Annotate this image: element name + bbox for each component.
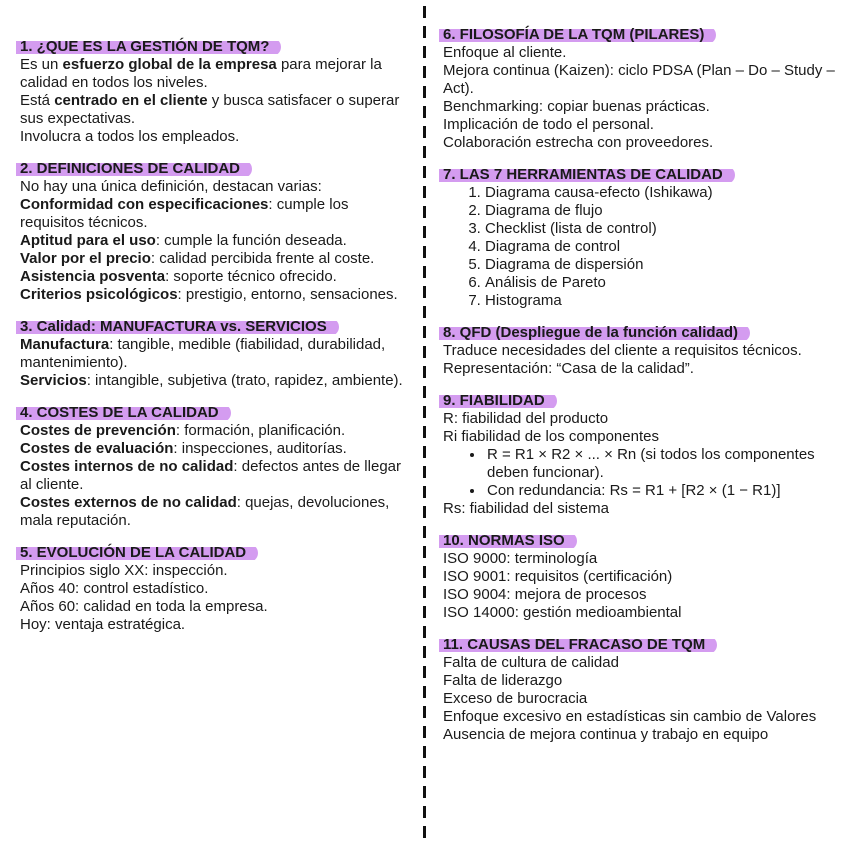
text-line: Servicios: intangible, subjetiva (trato, rapidez, ambiente). <box>20 372 403 389</box>
text-line: Enfoque al cliente. <box>443 44 567 61</box>
column-divider <box>423 6 426 842</box>
text-line: Implicación de todo el personal. <box>443 116 654 133</box>
section-herramientas <box>443 166 835 310</box>
section-title: 2. DEFINICIONES DE CALIDAD <box>16 160 252 178</box>
section-title: 9. FIABILIDAD <box>439 392 557 410</box>
text-line: Ri fiabilidad de los componentes <box>443 428 659 445</box>
text-line: ISO 9000: terminología <box>443 550 598 567</box>
section-evolucion <box>20 544 410 634</box>
text-line: Mejora continua (Kaizen): ciclo PDSA (Plan – Do – Study – Act). <box>443 62 835 97</box>
text-line: Criterios psicológicos: prestigio, entorno, sensaciones. <box>20 286 398 303</box>
text-line: Costes de prevención: formación, planificación. <box>20 422 346 439</box>
text-line: Manufactura: tangible, medible (fiabilidad, durabilidad, mantenimiento). <box>20 336 386 371</box>
text-line: ISO 9001: requisitos (certificación) <box>443 568 673 585</box>
list-item: 7. Histograma <box>485 292 835 310</box>
list-item: 6. Análisis de Pareto <box>485 274 835 292</box>
text-line: Aptitud para el uso: cumple la función deseada. <box>20 232 347 249</box>
section-title: 6. FILOSOFÍA DE LA TQM (PILARES) <box>439 26 716 44</box>
list-item: 5. Diagrama de dispersión <box>485 256 835 274</box>
text-line: Años 60: calidad en toda la empresa. <box>20 598 268 615</box>
text-line: Ausencia de mejora continua y trabajo en equipo <box>443 726 769 743</box>
section-que-es-tqm <box>20 38 410 146</box>
section-title: 4. COSTES DE LA CALIDAD <box>16 404 231 422</box>
text-line: Asistencia posventa: soporte técnico ofrecido. <box>20 268 337 285</box>
section-filosofia <box>443 26 835 152</box>
text-line: Traduce necesidades del cliente a requisitos técnicos. <box>443 342 802 359</box>
text-line: Exceso de burocracia <box>443 690 588 707</box>
formula-list <box>443 446 835 500</box>
text-line: Costes de evaluación: inspecciones, auditorías. <box>20 440 347 457</box>
text-line: Años 40: control estadístico. <box>20 580 209 597</box>
tools-list <box>443 184 835 310</box>
section-title: 3. Calidad: MANUFACTURA vs. SERVICIOS <box>16 318 339 336</box>
left-column <box>20 0 410 648</box>
text-line: Es un esfuerzo global de la empresa para mejorar la calidad en todos los niveles. <box>20 56 382 91</box>
text-line: Colaboración estrecha con proveedores. <box>443 134 714 151</box>
section-definiciones <box>20 160 410 304</box>
text-line: Está centrado en el cliente y busca satisfacer o superar sus expectativas. <box>20 92 400 127</box>
section-causas-fracaso <box>443 636 835 744</box>
section-costes <box>20 404 410 530</box>
section-fiabilidad <box>443 392 835 518</box>
text-line: No hay una única definición, destacan varias: <box>20 178 322 195</box>
list-item: • R = R1 × R2 × ... × Rn (si todos los componentes deben funcionar). <box>485 446 835 482</box>
text-line: Costes internos de no calidad: defectos antes de llegar al cliente. <box>20 458 401 493</box>
text-line: Hoy: ventaja estratégica. <box>20 616 186 633</box>
text-line: Enfoque excesivo en estadísticas sin cambio de Valores <box>443 708 817 725</box>
section-title: 1. ¿QUE ES LA GESTIÓN DE TQM? <box>16 38 281 56</box>
text-line: Costes externos de no calidad: quejas, devoluciones, mala reputación. <box>20 494 390 529</box>
section-normas-iso <box>443 532 835 622</box>
text-line: ISO 9004: mejora de procesos <box>443 586 647 603</box>
section-title: 10. NORMAS ISO <box>439 532 577 550</box>
list-item: 3. Checklist (lista de control) <box>485 220 835 238</box>
text-line: Falta de cultura de calidad <box>443 654 619 671</box>
text-line: Principios siglo XX: inspección. <box>20 562 228 579</box>
list-item: 2. Diagrama de flujo <box>485 202 835 220</box>
text-line: Conformidad con especificaciones: cumple los requisitos técnicos. <box>20 196 349 231</box>
section-qfd <box>443 324 835 378</box>
text-line: Valor por el precio: calidad percibida frente al coste. <box>20 250 375 267</box>
text-line: Falta de liderazgo <box>443 672 563 689</box>
section-title: 8. QFD (Despliegue de la función calidad) <box>439 324 750 342</box>
text-line: Benchmarking: copiar buenas prácticas. <box>443 98 710 115</box>
text-line: R: fiabilidad del producto <box>443 410 609 427</box>
text-line: Representación: “Casa de la calidad”. <box>443 360 694 377</box>
list-item: 4. Diagrama de control <box>485 238 835 256</box>
section-title: 5. EVOLUCIÓN DE LA CALIDAD <box>16 544 258 562</box>
section-title: 11. CAUSAS DEL FRACASO DE TQM <box>439 636 717 654</box>
section-title: 7. LAS 7 HERRAMIENTAS DE CALIDAD <box>439 166 735 184</box>
right-column <box>443 0 835 758</box>
text-line: Rs: fiabilidad del sistema <box>443 500 609 517</box>
section-manufactura-servicios <box>20 318 410 390</box>
text-line: Involucra a todos los empleados. <box>20 128 240 145</box>
list-item: 1. Diagrama causa-efecto (Ishikawa) <box>485 184 835 202</box>
text-line: ISO 14000: gestión medioambiental <box>443 604 682 621</box>
list-item: • Con redundancia: Rs = R1 + [R2 × (1 − R1)] <box>485 482 835 500</box>
